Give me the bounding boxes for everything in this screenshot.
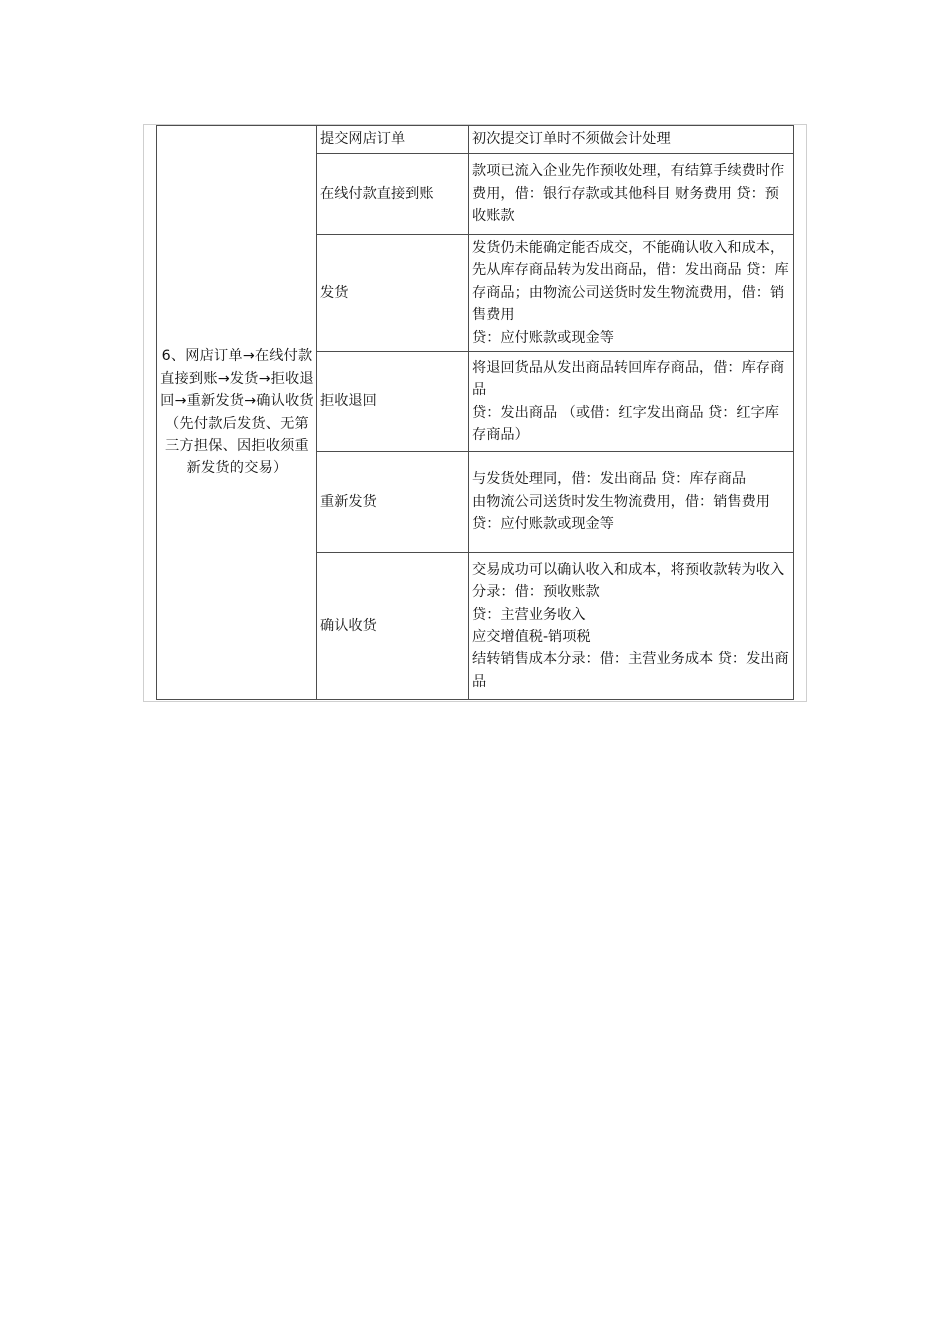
- description-line: 款项已流入企业先作预收处理，有结算手续费时作费用，借：银行存款或其他科目 财务费用 贷：预收账款: [472, 163, 785, 225]
- description-line: 贷：应付账款或现金等: [472, 329, 614, 346]
- description-line: 结转销售成本分录：借：主营业务成本 贷：发出商品: [472, 651, 789, 690]
- description-line: 贷：主营业务收入: [472, 606, 586, 623]
- description-line: 初次提交订单时不须做会计处理: [472, 131, 671, 148]
- description-line: 由物流公司送货时发生物流费用，借：销售费用: [472, 493, 770, 510]
- step-cell: 提交网店订单: [317, 126, 469, 154]
- description-cell: [469, 126, 794, 154]
- step-cell: 确认收货: [317, 553, 469, 700]
- description-line: 与发货处理同，借：发出商品 贷：库存商品: [472, 471, 747, 488]
- description-line: 交易成功可以确认收入和成本，将预收款转为收入分录：借：预收账款: [472, 561, 785, 601]
- description-line: 贷：发出商品 （或借：红字发出商品 贷：红字库存商品）: [472, 404, 779, 443]
- description-line: 将退回货品从发出商品转回库存商品，借：库存商品: [472, 359, 785, 399]
- description-cell: [469, 352, 794, 452]
- step-cell: 拒收退回: [317, 352, 469, 452]
- description-line: 贷：应付账款或现金等: [472, 516, 614, 533]
- step-cell: 在线付款直接到账: [317, 154, 469, 235]
- description-line: 发货仍未能确定能否成交，不能确认收入和成本，先从库存商品转为发出商品，借：发出商品 贷：库存商品；由物流公司送货时发生物流费用，借：销售费用: [472, 239, 789, 324]
- description-cell: [469, 154, 794, 235]
- table-row: [157, 126, 794, 154]
- description-cell: [469, 452, 794, 553]
- case-description-cell: 6、网店订单→在线付款直接到账→发货→拒收退回→重新发货→确认收货（先付款后发货、无第三方担保、因拒收须重新发货的交易）: [157, 126, 317, 700]
- step-cell: 发货: [317, 235, 469, 352]
- description-cell: [469, 553, 794, 700]
- accounting-table: [156, 125, 794, 700]
- description-cell: [469, 235, 794, 352]
- description-line: 应交增值税-销项税: [472, 629, 591, 645]
- step-cell: 重新发货: [317, 452, 469, 553]
